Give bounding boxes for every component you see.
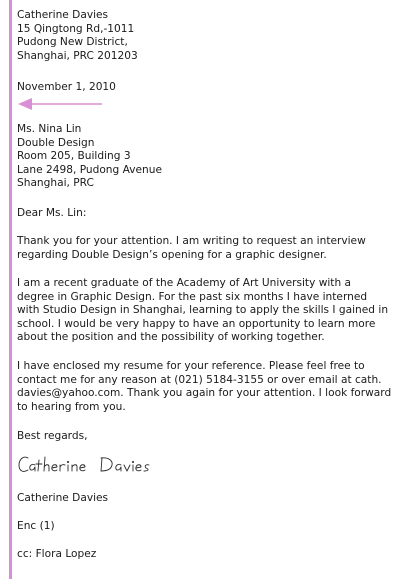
typed-name-block [17, 492, 392, 506]
body-paragraph-3-line-4: to hearing from you. [17, 400, 126, 413]
enclosure-note: Enc (1) [17, 520, 55, 532]
body-paragraph-1-line-2: regarding Double Design’s opening for a graphic designer. [17, 248, 327, 261]
salutation-block [17, 207, 392, 221]
sender-address-block [17, 9, 392, 63]
letter-date-block [17, 81, 392, 95]
recipient-line-1: Ms. Nina Lin [17, 123, 82, 135]
body-paragraph-2-line-5: about the position and the possibility of working together. [17, 331, 325, 343]
body-paragraph-3-line-3: davies@yahoo.com. Thank you again for your attention. I look forward [17, 387, 392, 399]
body-paragraph-1-line-1: Thank you for your attention. I am writing to request an interview [17, 235, 366, 247]
closing-block [17, 430, 392, 444]
sender-address-line-3: Shanghai, PRC 201203 [17, 49, 138, 62]
sender-address-line-2: Pudong New District, [17, 36, 128, 48]
cc-note: cc: Flora Lopez [17, 548, 97, 560]
recipient-line-3: Room 205, Building 3 [17, 150, 131, 162]
handwritten-signature [17, 452, 187, 478]
typed-name: Catherine Davies [17, 492, 109, 504]
enclosure-block [17, 520, 392, 534]
margin-guide-line [9, 0, 12, 579]
letter-date: November 1, 2010 [17, 81, 116, 93]
body-paragraph-3-line-1: I have enclosed my resume for your reference. Please feel free to [17, 360, 365, 372]
recipient-address-block [17, 123, 392, 191]
recipient-line-5: Shanghai, PRC [17, 177, 94, 189]
closing: Best regards, [17, 430, 88, 442]
body-paragraph-3-line-2: contact me for any reason at (021) 5184-3155 or over email at cath. [17, 373, 382, 386]
body-paragraph-2 [17, 277, 392, 345]
body-paragraph-2-line-3: with Studio Design in Shanghai, learning to apply the skills I gained in [17, 304, 389, 316]
body-paragraph-3 [17, 360, 392, 414]
body-paragraph-2-line-4: school. I would be very happy to have an opportunity to learn more [17, 317, 376, 330]
recipient-line-4: Lane 2498, Pudong Avenue [17, 163, 162, 176]
left-arrow-icon [18, 97, 103, 111]
recipient-line-2: Double Design [17, 136, 95, 149]
salutation: Dear Ms. Lin: [17, 207, 87, 219]
sender-address-line-1: 15 Qingtong Rd,-1011 [17, 22, 135, 35]
body-paragraph-1 [17, 235, 392, 262]
cc-block [17, 548, 392, 562]
sender-name: Catherine Davies [17, 9, 109, 21]
body-paragraph-2-line-2: degree in Graphic Design. For the past six months I have interned [17, 290, 368, 303]
body-paragraph-2-line-1: I am a recent graduate of the Academy of Art University with a [17, 277, 352, 289]
